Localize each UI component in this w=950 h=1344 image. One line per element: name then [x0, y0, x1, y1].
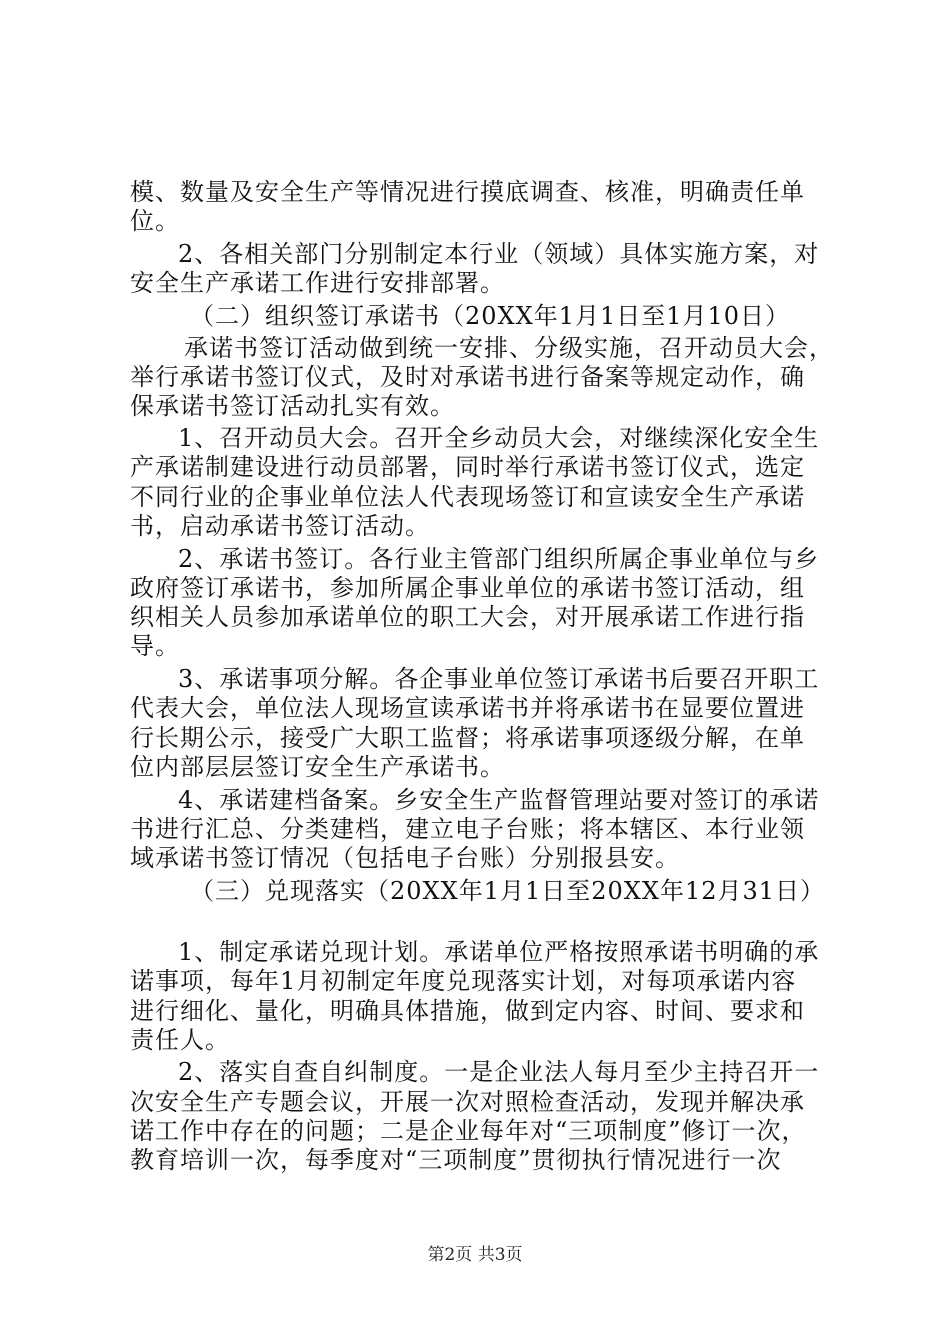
- text-line: 次安全生产专题会议，开展一次对照检查活动，发现并解决承: [130, 1088, 805, 1116]
- text-line: 举行承诺书签订仪式，及时对承诺书进行备案等规定动作，确: [130, 363, 805, 391]
- text-line: 进行细化、量化，明确具体措施，做到定内容、时间、要求和: [130, 997, 805, 1025]
- text-line: 4、承诺建档备案。乡安全生产监督管理站要对签订的承诺: [178, 786, 820, 814]
- section-heading: （二）组织签订承诺书（20XX年1月1日至1月10日）: [190, 302, 791, 330]
- section-heading: （三）兑现落实（20XX年1月1日至20XX年12月31日）: [190, 877, 826, 905]
- text-line: 政府签订承诺书，参加所属企事业单位的承诺书签订活动，组: [130, 574, 805, 602]
- text-line: 域承诺书签订情况（包括电子台账）分别报县安。: [130, 844, 680, 872]
- text-line: 产承诺制建设进行动员部署，同时举行承诺书签订仪式，选定: [130, 453, 805, 481]
- text-line: 诺事项，每年1月初制定年度兑现落实计划，对每项承诺内容: [130, 967, 797, 995]
- text-line: 代表大会，单位法人现场宣读承诺书并将承诺书在显要位置进: [130, 694, 805, 722]
- text-line: 诺工作中存在的问题；二是企业每年对“三项制度”修订一次，: [130, 1117, 807, 1145]
- text-line: 责任人。: [130, 1026, 230, 1054]
- text-line: 不同行业的企事业单位法人代表现场签订和宣读安全生产承诺: [130, 483, 805, 511]
- text-line: 2、各相关部门分别制定本行业（领域）具体实施方案，对: [178, 240, 820, 268]
- text-line: 1、制定承诺兑现计划。承诺单位严格按照承诺书明确的承: [178, 938, 820, 966]
- page-number-footer: 第2页 共3页: [427, 1245, 523, 1265]
- text-line: 书进行汇总、分类建档，建立电子台账；将本辖区、本行业领: [130, 815, 805, 843]
- text-line: 教育培训一次，每季度对“三项制度”贯彻执行情况进行一次: [130, 1146, 782, 1174]
- text-line: 承诺书签订活动做到统一安排、分级实施，召开动员大会，: [184, 334, 834, 362]
- text-line: 2、承诺书签订。各行业主管部门组织所属企事业单位与乡: [178, 545, 820, 573]
- text-line: 织相关人员参加承诺单位的职工大会，对开展承诺工作进行指: [130, 603, 805, 631]
- text-line: 模、数量及安全生产等情况进行摸底调查、核准，明确责任单: [130, 178, 805, 206]
- text-line: 安全生产承诺工作进行安排部署。: [130, 269, 505, 297]
- text-line: 位内部层层签订安全生产承诺书。: [130, 753, 505, 781]
- text-line: 1、召开动员大会。召开全乡动员大会，对继续深化安全生: [178, 424, 820, 452]
- text-line: 3、承诺事项分解。各企事业单位签订承诺书后要召开职工: [178, 665, 820, 693]
- text-line: 2、落实自查自纠制度。一是企业法人每月至少主持召开一: [178, 1058, 820, 1086]
- text-line: 行长期公示，接受广大职工监督；将承诺事项逐级分解，在单: [130, 724, 805, 752]
- text-line: 书，启动承诺书签订活动。: [130, 512, 430, 540]
- text-line: 保承诺书签订活动扎实有效。: [130, 392, 455, 420]
- text-line: 位。: [130, 207, 180, 235]
- text-line: 导。: [130, 632, 180, 660]
